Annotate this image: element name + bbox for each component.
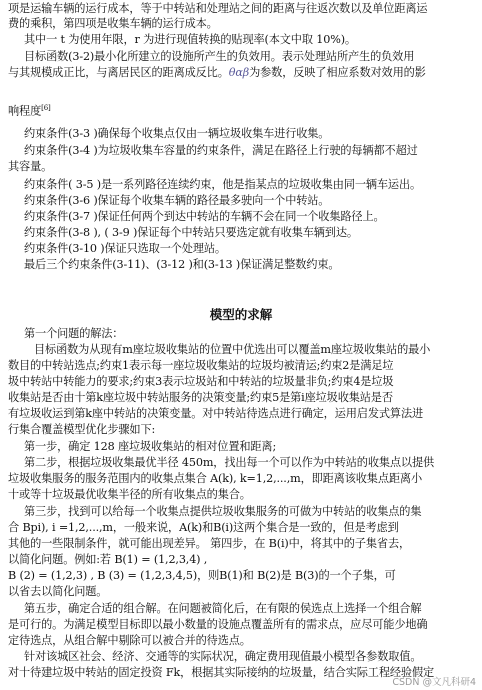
text-line: 约束条件(3-6 )保证每个收集车辆的路径最多驶向一个中转站。 — [24, 194, 330, 207]
text-line: 最后三个约束条件(3-11)、(3-12 )和(3-13 )保证满足整数约束。 — [24, 258, 340, 271]
text-line: 行集合覆盖模型优化步骤如下: — [8, 423, 156, 436]
text-line: 十或等十垃圾最优收集半径的所有收集点的集合。 — [8, 488, 251, 501]
text-line: 第五步，确定合适的组合解。在问题被简化后，在有限的侯选点上选择一个组合解 — [24, 602, 422, 615]
text-line: 费的乘积，第四项是收集车辆的运行成本。 — [8, 17, 218, 30]
text-line: 收集站是否由十第k座垃圾中转站服务的决策变量;约束5是第i座垃圾收集站是否 — [8, 391, 393, 404]
text-line: 第二步，根据垃圾收集最优半径 450m，找出每一个可以作为中转站的收集点以提供 — [24, 456, 435, 469]
text-segment: 为参数，反映了相应系数对效用的影 — [249, 66, 426, 79]
text-segment: 响程度 — [8, 104, 42, 118]
text-line: 约束条件(3-7 )保证任何两个到达中转站的车辆不会在同一个收集路径上。 — [24, 210, 385, 223]
text-line: 项是运输车辆的运行成本，等于中转站和处理站之间的距离与往返次数以及单位距离运 — [8, 2, 428, 15]
text-line — [8, 66, 476, 80]
text-line — [8, 101, 476, 119]
greek-parameter: θαβ — [228, 66, 250, 79]
text-line: 圾中转站中转能力的要求;约束3表示垃圾站和中转站的垃圾量非负;约束4是垃圾 — [8, 375, 394, 388]
text-line: 目标函数为从现有m座垃圾收集站的位置中优选出可以覆盖m座垃圾收集站的最小 — [34, 343, 431, 356]
text-line: 约束条件(3-8 ), ( 3-9 )保证每个中转站只要选定就有收集车辆到达。 — [24, 226, 358, 239]
text-line: B (2) = (1,2,3) , B (3) = (1,2,3,4,5)，则B(1)和 B(2)是 B(3)的一个子集，可 — [8, 569, 396, 582]
text-line: 定待选点，从组合解中剔除可以被合并的待选点。 — [8, 634, 251, 647]
text-line: 第三步，找到可以给每一个收集点提供垃圾收集服务的可做为中转站的收集点的集 — [24, 505, 422, 518]
text-segment: 与其规模成正比，与离居民区的距离成反比。 — [8, 66, 229, 79]
text-line: 其容量。 — [8, 160, 53, 173]
text-line: 有垃圾收运到第k座中转站的决策变量。对中转站待选点进行确定，运用启发式算法进 — [8, 407, 424, 420]
text-line: 以省去以简化问题。 — [8, 585, 108, 598]
text-line: 数目的中转站选点;约束1表示每一座垃圾收集站的垃圾均被清运;约束2是满足垃 — [8, 359, 394, 372]
text-line: 是可行的。为满足模型目标即以最小数量的设施点覆盖所有的需求点，应尽可能少地确 — [8, 618, 428, 631]
text-line: 其他的一些限制条件，就可能出现差异。 第四步，在 B(i)中，将其中的子集省去， — [8, 537, 411, 550]
text-line: 第一个问题的解法： — [24, 327, 124, 340]
footnote-mark: [6] — [41, 104, 51, 112]
text-line: 针对该城区社会、经济、交通等的实际状况，确定费用现值最小模型各参数取值。 — [24, 650, 422, 663]
section-title: 模型的求解 — [209, 307, 273, 322]
text-line: 第一步，确定 128 座垃圾收集站的相对位置和距离; — [24, 440, 277, 453]
text-line: 约束条件(3-10 )保证只选取一个处理站。 — [24, 242, 226, 255]
text-line: 约束条件(3-4 )为垃圾收集车容量的约束条件，满足在路径上行驶的每辆都不超过 — [24, 144, 418, 157]
text-line: 对十待建垃圾中转站的固定投资 Fk，根据其实际接纳的垃圾量，结合实际工程经验假定 — [8, 666, 435, 679]
csdn-watermark: CSDN @文凡科研4 — [392, 677, 476, 688]
text-line: 目标函数(3-2)最小化所建立的设施所产生的负效用。表示处理站所产生的负效用 — [24, 50, 415, 63]
text-line: 合 Bpi), i =1,2,...,m，一般来说，A(k)和B(i)这两个集合是一致的，但是考虑到 — [8, 521, 399, 534]
text-line: 其中一 t 为使用年限，r 为进行现值转换的贴现率(本文中取 10%)。 — [24, 33, 356, 46]
text-line: 约束条件(3-3 )确保每个收集点仅由一辆垃圾收集车进行收集。 — [24, 127, 330, 140]
text-line: 垃圾收集服务的服务范围内的收集点集合 A(k), k=1,2,...,m，即距离该收集点距离小 — [8, 472, 422, 485]
text-line: 约束条件( 3-5 )是一系列路径连续约束，他是指某点的垃圾收集由同一辆车运出。 — [24, 178, 422, 191]
text-line: 以简化问题。例如:若 B(1) = (1,2,3,4) , — [8, 553, 208, 566]
